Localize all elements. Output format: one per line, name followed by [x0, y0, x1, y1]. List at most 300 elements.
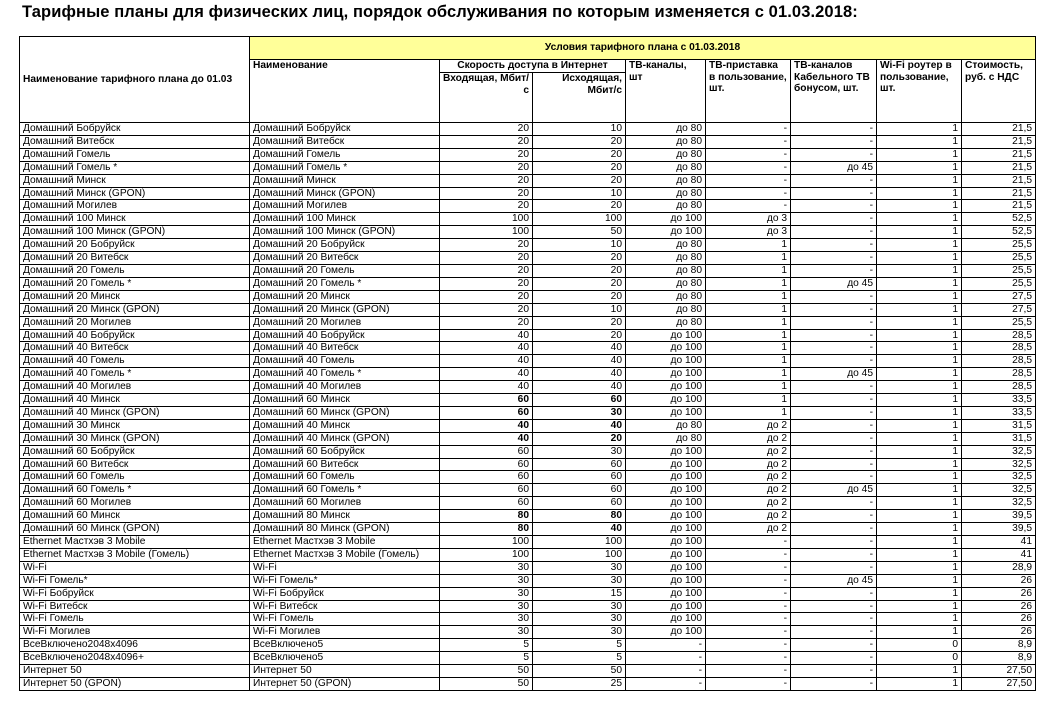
cell-cable-tv: -: [791, 600, 877, 613]
table-body: [20, 123, 1036, 691]
table-row: [20, 652, 1036, 665]
cell-old-plan: Домашний 60 Минск: [20, 510, 250, 523]
cell-price: 25,5: [962, 252, 1036, 265]
cell-old-plan: Домашний 20 Гомель *: [20, 277, 250, 290]
cell-wifi-router: 1: [877, 290, 962, 303]
header-conditions: Условия тарифного плана с 01.03.2018: [250, 37, 1036, 60]
cell-tv-channels: -: [626, 652, 706, 665]
cell-new-plan: Домашний 20 Гомель: [250, 264, 440, 277]
cell-price: 8,9: [962, 652, 1036, 665]
table-row: [20, 548, 1036, 561]
table-row: [20, 406, 1036, 419]
cell-wifi-router: 1: [877, 471, 962, 484]
cell-price: 32,5: [962, 497, 1036, 510]
cell-outgoing: 20: [533, 174, 626, 187]
cell-tv-channels: до 100: [626, 381, 706, 394]
table-row: [20, 200, 1036, 213]
cell-tv-channels: до 80: [626, 419, 706, 432]
cell-price: 21,5: [962, 123, 1036, 136]
cell-new-plan: Wi-Fi Гомель*: [250, 574, 440, 587]
cell-price: 28,5: [962, 329, 1036, 342]
cell-wifi-router: 1: [877, 510, 962, 523]
cell-tv-channels: до 80: [626, 200, 706, 213]
cell-incoming: 60: [440, 445, 533, 458]
cell-cable-tv: -: [791, 419, 877, 432]
cell-outgoing: 100: [533, 536, 626, 549]
table-row: [20, 174, 1036, 187]
cell-tv-box: -: [706, 148, 791, 161]
cell-tv-channels: до 100: [626, 600, 706, 613]
cell-tv-channels: до 100: [626, 213, 706, 226]
cell-incoming: 30: [440, 574, 533, 587]
cell-cable-tv: -: [791, 135, 877, 148]
cell-old-plan: Домашний 60 Гомель: [20, 471, 250, 484]
cell-wifi-router: 1: [877, 123, 962, 136]
cell-price: 21,5: [962, 174, 1036, 187]
cell-old-plan: Ethernet Мастхэв 3 Mobile (Гомель): [20, 548, 250, 561]
table-row: [20, 677, 1036, 690]
cell-tv-channels: до 100: [626, 394, 706, 407]
cell-tv-channels: до 80: [626, 187, 706, 200]
cell-price: 25,5: [962, 239, 1036, 252]
cell-cable-tv: до 45: [791, 574, 877, 587]
cell-tv-box: 1: [706, 355, 791, 368]
table-row: [20, 665, 1036, 678]
cell-cable-tv: -: [791, 536, 877, 549]
table-row: [20, 445, 1036, 458]
cell-tv-box: до 2: [706, 497, 791, 510]
cell-incoming: 60: [440, 406, 533, 419]
cell-tv-channels: до 100: [626, 406, 706, 419]
cell-cable-tv: -: [791, 355, 877, 368]
table-row: [20, 458, 1036, 471]
cell-tv-channels: до 100: [626, 587, 706, 600]
cell-price: 28,5: [962, 342, 1036, 355]
cell-new-plan: ВсеВключено5: [250, 652, 440, 665]
tariff-table: [19, 36, 1036, 691]
cell-tv-box: -: [706, 561, 791, 574]
cell-tv-channels: до 100: [626, 548, 706, 561]
cell-wifi-router: 1: [877, 368, 962, 381]
cell-wifi-router: 1: [877, 264, 962, 277]
cell-outgoing: 30: [533, 445, 626, 458]
cell-old-plan: ВсеВключено2048х4096+: [20, 652, 250, 665]
cell-new-plan: Wi-Fi Могилев: [250, 626, 440, 639]
cell-tv-box: 1: [706, 329, 791, 342]
cell-cable-tv: до 45: [791, 277, 877, 290]
cell-tv-box: -: [706, 574, 791, 587]
cell-price: 25,5: [962, 316, 1036, 329]
cell-incoming: 20: [440, 161, 533, 174]
cell-tv-box: -: [706, 161, 791, 174]
cell-tv-channels: до 100: [626, 471, 706, 484]
cell-new-plan: Интернет 50 (GPON): [250, 677, 440, 690]
cell-outgoing: 20: [533, 432, 626, 445]
cell-tv-channels: до 100: [626, 626, 706, 639]
cell-tv-channels: до 80: [626, 277, 706, 290]
cell-tv-box: 1: [706, 381, 791, 394]
cell-incoming: 50: [440, 677, 533, 690]
cell-old-plan: Домашний Бобруйск: [20, 123, 250, 136]
header-speed: Скорость доступа в Интернет: [440, 60, 626, 73]
cell-cable-tv: -: [791, 561, 877, 574]
cell-new-plan: Домашний 60 Минск: [250, 394, 440, 407]
cell-wifi-router: 1: [877, 574, 962, 587]
cell-tv-box: -: [706, 665, 791, 678]
cell-tv-box: 1: [706, 406, 791, 419]
cell-old-plan: Wi-Fi Гомель: [20, 613, 250, 626]
cell-cable-tv: -: [791, 639, 877, 652]
table-row: [20, 303, 1036, 316]
cell-old-plan: Домашний 20 Витебск: [20, 252, 250, 265]
cell-incoming: 60: [440, 458, 533, 471]
cell-price: 21,5: [962, 187, 1036, 200]
cell-new-plan: Домашний 20 Могилев: [250, 316, 440, 329]
cell-old-plan: Домашний 40 Гомель: [20, 355, 250, 368]
cell-incoming: 80: [440, 523, 533, 536]
cell-tv-channels: -: [626, 639, 706, 652]
cell-cable-tv: -: [791, 548, 877, 561]
cell-old-plan: Домашний 60 Могилев: [20, 497, 250, 510]
cell-tv-box: -: [706, 677, 791, 690]
cell-new-plan: Домашний 40 Минск (GPON): [250, 432, 440, 445]
cell-tv-box: -: [706, 600, 791, 613]
cell-incoming: 100: [440, 548, 533, 561]
cell-old-plan: Домашний Гомель: [20, 148, 250, 161]
cell-incoming: 60: [440, 394, 533, 407]
cell-cable-tv: -: [791, 445, 877, 458]
cell-incoming: 100: [440, 226, 533, 239]
cell-tv-box: 1: [706, 290, 791, 303]
cell-price: 27,5: [962, 303, 1036, 316]
cell-old-plan: Интернет 50 (GPON): [20, 677, 250, 690]
cell-tv-box: -: [706, 587, 791, 600]
cell-cable-tv: -: [791, 432, 877, 445]
cell-price: 52,5: [962, 213, 1036, 226]
cell-old-plan: Домашний 60 Гомель *: [20, 484, 250, 497]
cell-price: 32,5: [962, 471, 1036, 484]
cell-old-plan: Домашний 60 Минск (GPON): [20, 523, 250, 536]
cell-new-plan: Домашний 40 Гомель: [250, 355, 440, 368]
cell-cable-tv: -: [791, 613, 877, 626]
cell-outgoing: 5: [533, 639, 626, 652]
cell-old-plan: Домашний 30 Минск: [20, 419, 250, 432]
cell-wifi-router: 0: [877, 652, 962, 665]
cell-cable-tv: до 45: [791, 484, 877, 497]
cell-new-plan: Домашний 40 Бобруйск: [250, 329, 440, 342]
cell-outgoing: 10: [533, 239, 626, 252]
cell-price: 25,5: [962, 277, 1036, 290]
cell-new-plan: Домашний 20 Бобруйск: [250, 239, 440, 252]
cell-incoming: 20: [440, 123, 533, 136]
cell-price: 26: [962, 626, 1036, 639]
cell-price: 21,5: [962, 200, 1036, 213]
cell-old-plan: Домашний 30 Минск (GPON): [20, 432, 250, 445]
cell-new-plan: Домашний Бобруйск: [250, 123, 440, 136]
cell-new-plan: Домашний 20 Минск (GPON): [250, 303, 440, 316]
cell-wifi-router: 1: [877, 677, 962, 690]
cell-price: 21,5: [962, 135, 1036, 148]
cell-old-plan: Домашний 40 Гомель *: [20, 368, 250, 381]
cell-outgoing: 40: [533, 381, 626, 394]
cell-tv-channels: до 80: [626, 174, 706, 187]
table-row: [20, 536, 1036, 549]
cell-wifi-router: 1: [877, 213, 962, 226]
cell-price: 31,5: [962, 419, 1036, 432]
cell-outgoing: 60: [533, 497, 626, 510]
cell-tv-box: 1: [706, 303, 791, 316]
cell-tv-channels: до 100: [626, 561, 706, 574]
cell-new-plan: Домашний 20 Витебск: [250, 252, 440, 265]
cell-new-plan: Домашний Витебск: [250, 135, 440, 148]
page-title: Тарифные планы для физических лиц, порядок обслуживания по которым изменяется с 01.03.2018:: [22, 3, 858, 21]
header-old-plan: Наименование тарифного плана до 01.03: [20, 37, 250, 123]
cell-wifi-router: 1: [877, 394, 962, 407]
cell-tv-box: -: [706, 613, 791, 626]
cell-price: 26: [962, 587, 1036, 600]
cell-new-plan: Домашний 100 Минск: [250, 213, 440, 226]
cell-tv-channels: до 80: [626, 316, 706, 329]
cell-price: 28,5: [962, 381, 1036, 394]
cell-price: 52,5: [962, 226, 1036, 239]
cell-wifi-router: 1: [877, 342, 962, 355]
header-incoming: Входящая, Мбит/с: [440, 73, 533, 123]
table-row: [20, 600, 1036, 613]
cell-old-plan: Домашний Могилев: [20, 200, 250, 213]
cell-wifi-router: 1: [877, 484, 962, 497]
cell-wifi-router: 1: [877, 187, 962, 200]
cell-outgoing: 20: [533, 161, 626, 174]
cell-incoming: 30: [440, 600, 533, 613]
cell-outgoing: 20: [533, 316, 626, 329]
cell-outgoing: 10: [533, 303, 626, 316]
cell-outgoing: 40: [533, 523, 626, 536]
cell-new-plan: Домашний Минск: [250, 174, 440, 187]
cell-outgoing: 30: [533, 406, 626, 419]
cell-incoming: 20: [440, 135, 533, 148]
cell-new-plan: Домашний 40 Витебск: [250, 342, 440, 355]
table-row: [20, 342, 1036, 355]
cell-tv-box: 1: [706, 252, 791, 265]
table-row: [20, 510, 1036, 523]
cell-outgoing: 10: [533, 123, 626, 136]
cell-tv-channels: до 100: [626, 523, 706, 536]
cell-wifi-router: 1: [877, 445, 962, 458]
table-row: [20, 264, 1036, 277]
cell-wifi-router: 1: [877, 600, 962, 613]
cell-tv-channels: -: [626, 677, 706, 690]
cell-cable-tv: -: [791, 329, 877, 342]
cell-old-plan: Домашний 60 Витебск: [20, 458, 250, 471]
cell-new-plan: Домашний 40 Гомель *: [250, 368, 440, 381]
header-price: Стоимость, руб. с НДС: [962, 60, 1036, 123]
cell-new-plan: Домашний 40 Могилев: [250, 381, 440, 394]
table-row: [20, 432, 1036, 445]
cell-wifi-router: 1: [877, 174, 962, 187]
cell-outgoing: 100: [533, 548, 626, 561]
cell-price: 8,9: [962, 639, 1036, 652]
cell-wifi-router: 1: [877, 419, 962, 432]
cell-tv-box: до 3: [706, 213, 791, 226]
cell-incoming: 20: [440, 264, 533, 277]
cell-wifi-router: 1: [877, 252, 962, 265]
cell-tv-box: -: [706, 536, 791, 549]
table-row: [20, 277, 1036, 290]
cell-tv-channels: до 100: [626, 613, 706, 626]
cell-incoming: 30: [440, 626, 533, 639]
cell-tv-box: 1: [706, 368, 791, 381]
cell-tv-box: 1: [706, 277, 791, 290]
cell-price: 32,5: [962, 458, 1036, 471]
table-header: [20, 37, 1036, 123]
cell-price: 27,50: [962, 677, 1036, 690]
table-row: [20, 213, 1036, 226]
cell-outgoing: 20: [533, 148, 626, 161]
cell-wifi-router: 1: [877, 239, 962, 252]
cell-new-plan: Домашний 60 Гомель *: [250, 484, 440, 497]
cell-incoming: 20: [440, 174, 533, 187]
cell-cable-tv: -: [791, 587, 877, 600]
cell-new-plan: Домашний 60 Могилев: [250, 497, 440, 510]
cell-new-plan: Домашний 60 Витебск: [250, 458, 440, 471]
table-row: [20, 161, 1036, 174]
cell-tv-channels: до 100: [626, 226, 706, 239]
table-row: [20, 123, 1036, 136]
cell-incoming: 30: [440, 613, 533, 626]
header-new-name: Наименование: [250, 60, 440, 123]
cell-wifi-router: 1: [877, 355, 962, 368]
cell-new-plan: Домашний 60 Гомель: [250, 471, 440, 484]
table-row: [20, 148, 1036, 161]
table-row: [20, 394, 1036, 407]
cell-wifi-router: 1: [877, 497, 962, 510]
cell-incoming: 20: [440, 200, 533, 213]
cell-tv-channels: до 80: [626, 252, 706, 265]
cell-tv-channels: до 100: [626, 329, 706, 342]
cell-price: 39,5: [962, 510, 1036, 523]
cell-incoming: 30: [440, 561, 533, 574]
cell-cable-tv: -: [791, 123, 877, 136]
cell-old-plan: Домашний 40 Могилев: [20, 381, 250, 394]
cell-wifi-router: 1: [877, 458, 962, 471]
cell-tv-box: -: [706, 123, 791, 136]
table-row: [20, 574, 1036, 587]
cell-tv-channels: до 100: [626, 510, 706, 523]
cell-cable-tv: -: [791, 148, 877, 161]
cell-old-plan: Домашний 20 Минск (GPON): [20, 303, 250, 316]
cell-price: 33,5: [962, 394, 1036, 407]
cell-new-plan: Домашний 60 Бобруйск: [250, 445, 440, 458]
cell-outgoing: 40: [533, 342, 626, 355]
cell-new-plan: Ethernet Мастхэв 3 Mobile: [250, 536, 440, 549]
table-row: [20, 355, 1036, 368]
cell-outgoing: 30: [533, 613, 626, 626]
cell-incoming: 50: [440, 665, 533, 678]
cell-tv-box: -: [706, 652, 791, 665]
cell-wifi-router: 1: [877, 587, 962, 600]
cell-wifi-router: 1: [877, 665, 962, 678]
table-row: [20, 226, 1036, 239]
cell-price: 21,5: [962, 161, 1036, 174]
cell-wifi-router: 1: [877, 406, 962, 419]
cell-cable-tv: -: [791, 187, 877, 200]
cell-tv-channels: -: [626, 665, 706, 678]
table-row: [20, 381, 1036, 394]
cell-incoming: 40: [440, 419, 533, 432]
table-row: [20, 484, 1036, 497]
cell-tv-box: до 2: [706, 484, 791, 497]
cell-incoming: 40: [440, 432, 533, 445]
cell-old-plan: Домашний Гомель *: [20, 161, 250, 174]
cell-new-plan: Домашний Минск (GPON): [250, 187, 440, 200]
cell-outgoing: 30: [533, 600, 626, 613]
cell-old-plan: Wi-Fi Витебск: [20, 600, 250, 613]
cell-outgoing: 20: [533, 252, 626, 265]
cell-cable-tv: -: [791, 458, 877, 471]
cell-outgoing: 20: [533, 135, 626, 148]
table-row: [20, 626, 1036, 639]
cell-tv-channels: до 100: [626, 574, 706, 587]
cell-incoming: 100: [440, 213, 533, 226]
cell-incoming: 20: [440, 187, 533, 200]
cell-new-plan: Домашний 40 Минск: [250, 419, 440, 432]
cell-old-plan: Домашний 20 Минск: [20, 290, 250, 303]
table-row: [20, 613, 1036, 626]
cell-price: 27,5: [962, 290, 1036, 303]
cell-cable-tv: -: [791, 200, 877, 213]
cell-old-plan: Домашний 40 Минск: [20, 394, 250, 407]
cell-incoming: 100: [440, 536, 533, 549]
cell-wifi-router: 1: [877, 381, 962, 394]
cell-old-plan: Домашний 100 Минск: [20, 213, 250, 226]
cell-new-plan: Ethernet Мастхэв 3 Mobile (Гомель): [250, 548, 440, 561]
cell-new-plan: Wi-Fi Бобруйск: [250, 587, 440, 600]
cell-price: 28,9: [962, 561, 1036, 574]
cell-outgoing: 80: [533, 510, 626, 523]
table-row: [20, 329, 1036, 342]
cell-tv-box: до 2: [706, 510, 791, 523]
cell-wifi-router: 1: [877, 226, 962, 239]
cell-tv-channels: до 80: [626, 264, 706, 277]
cell-new-plan: Домашний Гомель *: [250, 161, 440, 174]
cell-incoming: 60: [440, 471, 533, 484]
cell-wifi-router: 1: [877, 303, 962, 316]
cell-tv-box: -: [706, 174, 791, 187]
cell-price: 41: [962, 548, 1036, 561]
cell-tv-box: до 3: [706, 226, 791, 239]
cell-outgoing: 30: [533, 626, 626, 639]
cell-price: 28,5: [962, 368, 1036, 381]
table-row: [20, 639, 1036, 652]
cell-tv-box: до 2: [706, 458, 791, 471]
cell-cable-tv: -: [791, 264, 877, 277]
cell-tv-box: -: [706, 548, 791, 561]
cell-new-plan: Домашний 80 Минск (GPON): [250, 523, 440, 536]
cell-incoming: 20: [440, 290, 533, 303]
cell-outgoing: 50: [533, 665, 626, 678]
cell-wifi-router: 1: [877, 316, 962, 329]
cell-incoming: 40: [440, 368, 533, 381]
cell-new-plan: Wi-Fi Гомель: [250, 613, 440, 626]
cell-tv-channels: до 100: [626, 445, 706, 458]
table-row: [20, 471, 1036, 484]
cell-wifi-router: 1: [877, 626, 962, 639]
cell-incoming: 5: [440, 639, 533, 652]
cell-cable-tv: -: [791, 510, 877, 523]
cell-price: 25,5: [962, 264, 1036, 277]
cell-cable-tv: до 45: [791, 161, 877, 174]
cell-old-plan: Wi-Fi Могилев: [20, 626, 250, 639]
